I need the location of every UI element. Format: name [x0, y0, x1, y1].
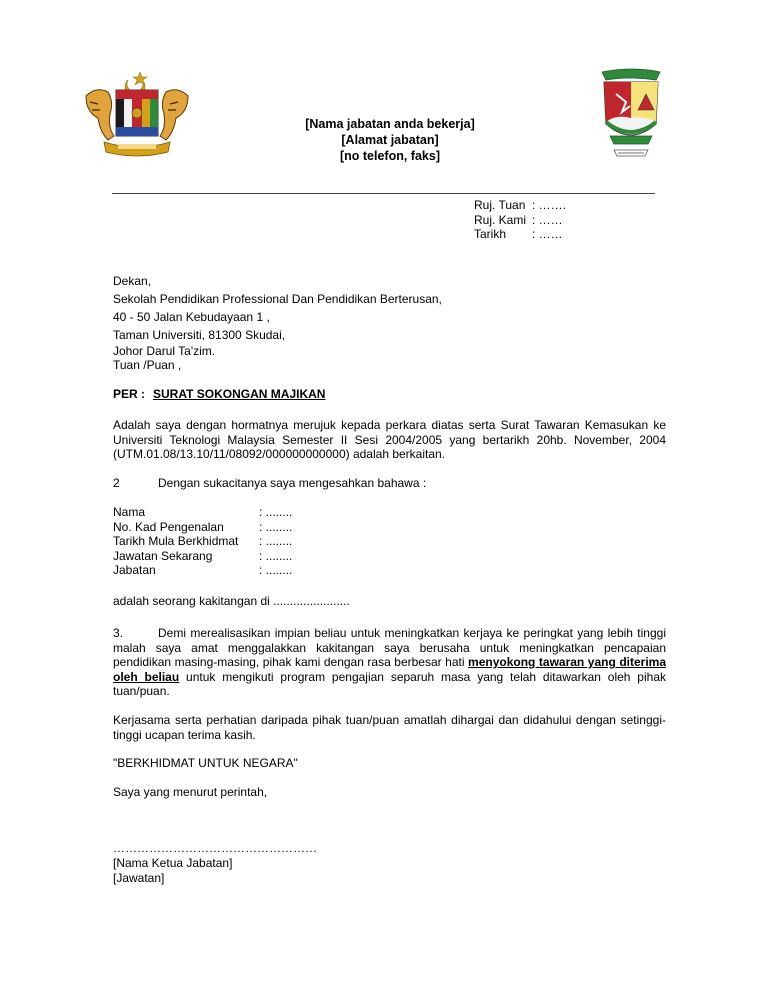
detail-value: : ........ — [259, 505, 293, 519]
reference-row — [474, 227, 566, 242]
signatory-name: [Nama Ketua Jabatan] — [113, 856, 233, 870]
address-line: Taman Universiti, 81300 Skudai, — [113, 328, 286, 342]
signatory-title: [Jawatan] — [113, 871, 165, 885]
reference-label: Ruj. Tuan — [474, 198, 526, 212]
detail-row — [113, 563, 292, 578]
paragraph-number: 2 — [113, 476, 120, 490]
support-highlight: menyokong tawaran yang diterima oleh beliau — [113, 655, 666, 684]
address-line: 40 - 50 Jalan Kebudayaan 1 , — [113, 310, 270, 324]
reference-row — [474, 198, 566, 213]
signature-line: …………………………………………… — [113, 841, 317, 855]
detail-row — [113, 534, 292, 549]
closing-line: Saya yang menurut perintah, — [113, 785, 268, 799]
employee-details — [113, 505, 292, 578]
detail-value: : ........ — [259, 519, 293, 534]
recipient-address — [113, 272, 442, 372]
department-contact: [no telefon, faks] — [339, 149, 440, 163]
paragraph-2-text: Dengan sukacitanya saya mengesahkan bahawa : — [158, 476, 427, 490]
detail-row — [113, 520, 292, 535]
paragraph-2 — [113, 476, 666, 491]
reference-value: : …… — [532, 212, 563, 227]
detail-row — [113, 549, 292, 564]
department-address: [Alamat jabatan] — [341, 133, 439, 147]
detail-label: No. Kad Pengenalan — [113, 519, 224, 534]
detail-value: : ........ — [259, 534, 293, 548]
paragraph-1: Adalah saya dengan hormatnya merujuk kepada perkara diatas serta Surat Tawaran Kemasukan ke Universiti Teknologi Malaysia Semester II Sesi 2004/2005 yang bertarikh 20hb. November, 2004 (UTM.01.08/13.10/11/08092/000000000000) adalah berkaitan. — [113, 418, 666, 461]
paragraph-3 — [113, 626, 666, 699]
detail-row — [113, 505, 292, 520]
reference-value: : ……. — [532, 198, 567, 212]
university-crest-logo — [598, 66, 664, 164]
salutation: Tuan /Puan , — [113, 358, 182, 372]
subject-prefix: PER : — [113, 387, 146, 401]
reference-value: : …… — [532, 227, 563, 241]
paragraph-3-text: Demi merealisasikan impian beliau untuk meningkatkan kerjaya ke peringkat yang lebih tinggi malah saya amat menggalakkan kakitangan saya berusaha untuk meningkatkan pencapaian pendidikan masing-masing, pihak kami dengan rasa berbesar hati — [113, 626, 666, 669]
address-line: Dekan, — [113, 274, 152, 288]
signature-block — [113, 841, 317, 886]
detail-label: Nama — [113, 505, 146, 519]
detail-label: Jawatan Sekarang — [113, 548, 213, 563]
coat-of-arms-logo — [78, 68, 196, 160]
address-line: Johor Darul Ta'zim. — [113, 344, 216, 358]
reference-label: Ruj. Kami — [474, 212, 527, 227]
detail-label: Jabatan — [113, 563, 156, 577]
detail-label: Tarikh Mula Berkhidmat — [113, 534, 239, 548]
department-name: [Nama jabatan anda bekerja] — [305, 117, 475, 131]
header-divider — [112, 193, 655, 194]
staff-statement: adalah seorang kakitangan di ....................... — [113, 594, 350, 608]
subject-text: SURAT SOKONGAN MAJIKAN — [153, 387, 326, 401]
detail-value: : ........ — [259, 563, 293, 577]
paragraph-number: 3. — [113, 626, 124, 640]
reference-block — [474, 198, 566, 242]
subject-line — [113, 387, 325, 401]
reference-label: Tarikh — [474, 227, 507, 241]
paragraph-3-text-end: untuk mengikuti program pengajian separuh masa yang telah ditawarkan oleh pihak tuan/puan. — [113, 669, 666, 698]
detail-value: : ........ — [259, 548, 293, 563]
paragraph-4: Kerjasama serta perhatian daripada pihak tuan/puan amatlah dihargai dan didahului dengan setinggi-tinggi ucapan terima kasih. — [113, 713, 666, 742]
motto: "BERKHIDMAT UNTUK NEGARA" — [113, 756, 298, 770]
address-line: Sekolah Pendidikan Professional Dan Pendidikan Berterusan, — [113, 292, 442, 306]
reference-row — [474, 213, 566, 228]
department-header — [200, 116, 580, 164]
